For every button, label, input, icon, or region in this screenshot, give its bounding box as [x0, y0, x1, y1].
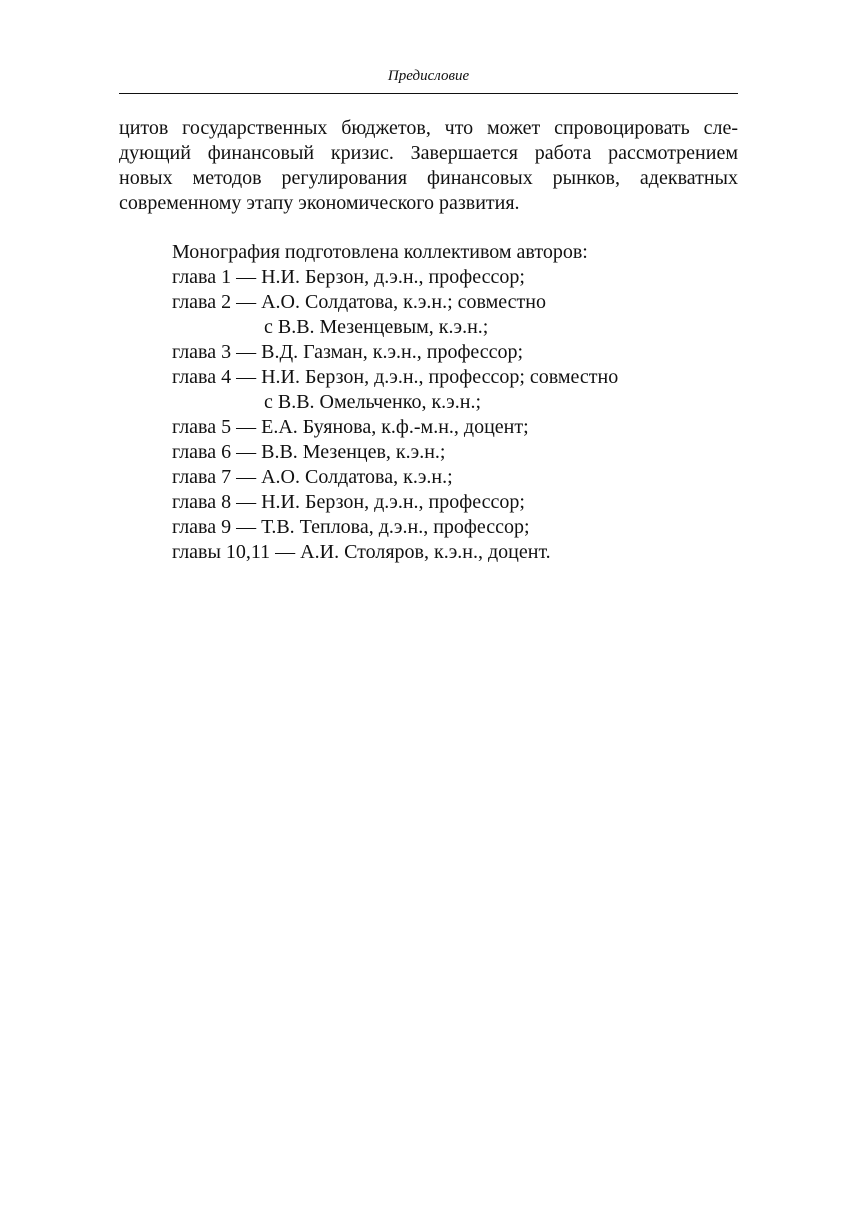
author-entry: глава 2 — А.О. Солдатова, к.э.н.; совместно	[172, 291, 547, 313]
author-entry: глава 7 — А.О. Солдатова, к.э.н.;	[172, 466, 453, 488]
running-head: Предисловие	[387, 68, 470, 84]
paragraph-line: дующий финансовый кризис. Завершается работа рассмотрением	[119, 142, 738, 164]
body-paragraph	[119, 116, 738, 216]
author-entry: глава 8 — Н.И. Берзон, д.э.н., профессор;	[172, 491, 525, 513]
author-entry: главы 10,11 — А.И. Столяров, к.э.н., доцент.	[172, 541, 551, 563]
paragraph-line: новых методов регулирования финансовых рынков, адекватных	[119, 167, 738, 189]
authors-intro: Монография подготовлена коллективом авторов:	[172, 241, 588, 263]
author-entry: глава 6 — В.В. Мезенцев, к.э.н.;	[172, 441, 446, 463]
author-entry-continuation: с В.В. Омельченко, к.э.н.;	[264, 391, 482, 413]
header-rule	[119, 93, 738, 94]
author-entry: глава 3 — В.Д. Газман, к.э.н., профессор;	[172, 341, 524, 363]
paragraph-line: цитов государственных бюджетов, что может спровоцировать сле-	[119, 117, 738, 139]
author-entry: глава 1 — Н.И. Берзон, д.э.н., профессор;	[172, 266, 525, 288]
paragraph-line: современному этапу экономического развития.	[119, 192, 520, 214]
author-entry-continuation: с В.В. Мезенцевым, к.э.н.;	[264, 316, 489, 338]
author-entry: глава 4 — Н.И. Берзон, д.э.н., профессор; совместно	[172, 366, 619, 388]
author-entry: глава 9 — Т.В. Теплова, д.э.н., профессор;	[172, 516, 530, 538]
author-entry: глава 5 — Е.А. Буянова, к.ф.-м.н., доцент;	[172, 416, 529, 438]
authors-list	[172, 240, 732, 565]
